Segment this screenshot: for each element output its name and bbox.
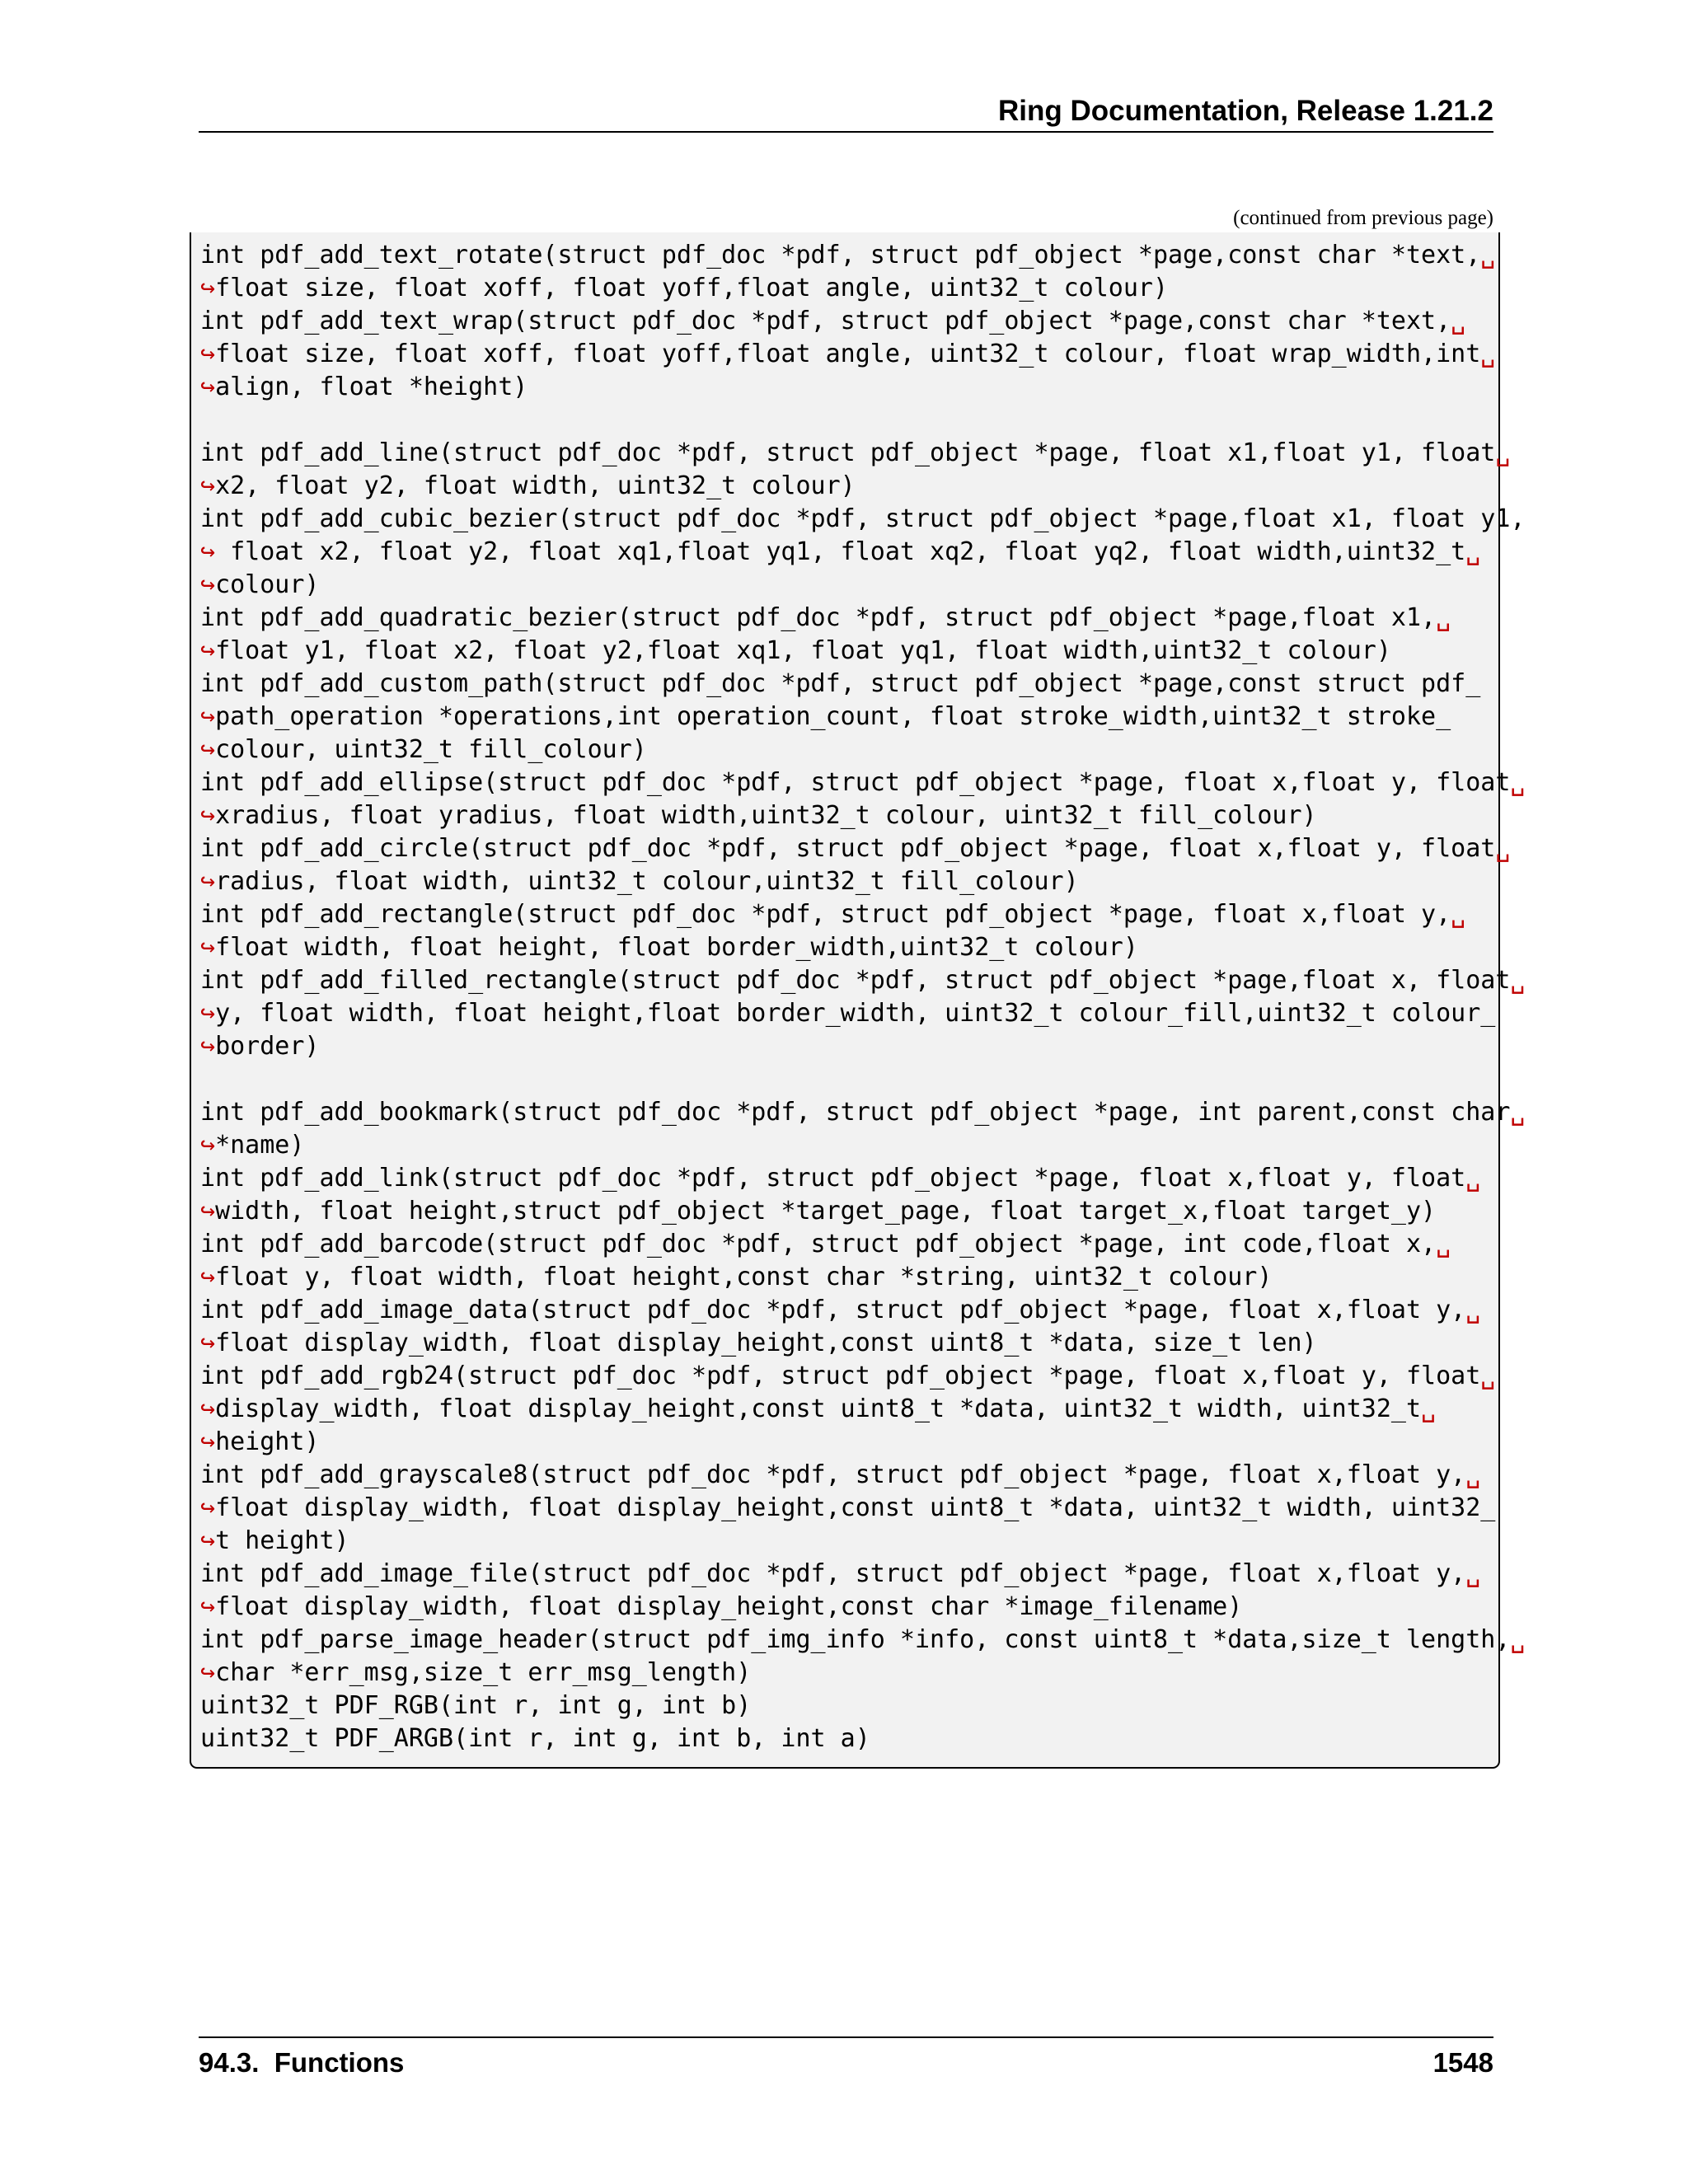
code-line bbox=[200, 437, 1525, 470]
code-line bbox=[200, 1657, 1525, 1690]
line-wrap-icon: ␣ bbox=[1465, 1164, 1481, 1193]
continuation-arrow-icon: ↪ bbox=[200, 702, 216, 731]
continuation-arrow-icon: ↪ bbox=[200, 1592, 216, 1621]
line-wrap-icon: ␣ bbox=[1465, 537, 1481, 566]
code-line bbox=[200, 865, 1525, 898]
code-text: width, float height,struct pdf_object *target_page, float target_x,float target_y) bbox=[215, 1197, 1437, 1226]
code-text: path_operation *operations,int operation_count, float stroke_width,uint32_t stroke_ bbox=[215, 702, 1451, 731]
code-text: int pdf_add_grayscale8(struct pdf_doc *pdf, struct pdf_object *page, float x,float y, bbox=[200, 1460, 1466, 1489]
code-line bbox=[200, 832, 1525, 865]
code-text: float size, float xoff, float yoff,float angle, uint32_t colour) bbox=[215, 274, 1168, 302]
line-wrap-icon: ␣ bbox=[1480, 1361, 1496, 1390]
footer-section-title: 94.3. Functions bbox=[199, 2047, 405, 2078]
line-wrap-icon: ␣ bbox=[1436, 1230, 1451, 1258]
code-text: colour, uint32_t fill_colour) bbox=[215, 735, 647, 764]
code-line bbox=[200, 931, 1525, 964]
footer-page-number: 1548 bbox=[1432, 2047, 1493, 2078]
code-text: char *err_msg,size_t err_msg_length) bbox=[215, 1658, 752, 1687]
line-wrap-icon: ␣ bbox=[1480, 241, 1496, 269]
code-line bbox=[200, 1030, 1525, 1063]
code-text: x2, float y2, float width, uint32_t colour) bbox=[215, 471, 856, 500]
code-line bbox=[200, 1327, 1525, 1360]
code-line bbox=[200, 635, 1525, 668]
code-line bbox=[200, 536, 1525, 569]
code-text: float display_width, float display_height,const char *image_filename) bbox=[215, 1592, 1243, 1621]
code-line bbox=[200, 733, 1525, 766]
code-text: uint32_t PDF_RGB(int r, int g, int b) bbox=[200, 1691, 752, 1720]
code-line bbox=[200, 1426, 1525, 1459]
continuation-arrow-icon: ↪ bbox=[200, 1197, 216, 1226]
line-wrap-icon: ␣ bbox=[1421, 1394, 1437, 1423]
code-text: radius, float width, uint32_t colour,uint32_t fill_colour) bbox=[215, 867, 1079, 896]
continuation-arrow-icon: ↪ bbox=[200, 933, 216, 962]
code-text: border) bbox=[215, 1032, 320, 1061]
code-line bbox=[200, 1690, 1525, 1722]
continuation-arrow-icon: ↪ bbox=[200, 1394, 216, 1423]
code-line bbox=[200, 701, 1525, 733]
continuation-arrow-icon: ↪ bbox=[200, 1329, 216, 1357]
code-line bbox=[200, 799, 1525, 832]
code-text: display_width, float display_height,const uint8_t *data, uint32_t width, uint32_t bbox=[215, 1394, 1422, 1423]
continued-note: (continued from previous page) bbox=[1233, 207, 1493, 229]
code-lines bbox=[200, 239, 1525, 1755]
code-text: float size, float xoff, float yoff,float angle, uint32_t colour, float wrap_width,int bbox=[215, 340, 1481, 368]
continuation-arrow-icon: ↪ bbox=[200, 867, 216, 896]
continuation-arrow-icon: ↪ bbox=[200, 1263, 216, 1291]
code-line bbox=[200, 1591, 1525, 1624]
code-text: colour) bbox=[215, 570, 320, 599]
code-line bbox=[200, 503, 1525, 536]
code-line bbox=[200, 1096, 1525, 1129]
code-text: int pdf_add_image_file(struct pdf_doc *pdf, struct pdf_object *page, float x,float y, bbox=[200, 1559, 1466, 1588]
code-text: float y, float width, float height,const char *string, uint32_t colour) bbox=[215, 1263, 1273, 1291]
code-line bbox=[200, 1393, 1525, 1426]
code-text: int pdf_add_text_rotate(struct pdf_doc *pdf, struct pdf_object *page,const char *text, bbox=[200, 241, 1481, 269]
code-line bbox=[200, 1228, 1525, 1261]
code-line bbox=[200, 1360, 1525, 1393]
code-line bbox=[200, 338, 1525, 371]
code-text: int pdf_add_image_data(struct pdf_doc *pdf, struct pdf_object *page, float x,float y, bbox=[200, 1296, 1466, 1324]
code-text: int pdf_add_cubic_bezier(struct pdf_doc *pdf, struct pdf_object *page,float x1, float y1, bbox=[200, 504, 1526, 533]
line-wrap-icon: ␣ bbox=[1480, 340, 1496, 368]
footer-rule bbox=[199, 2036, 1493, 2038]
code-block bbox=[190, 232, 1526, 1769]
code-text: int pdf_add_rgb24(struct pdf_doc *pdf, struct pdf_object *page, float x,float y, float bbox=[200, 1361, 1481, 1390]
continuation-arrow-icon: ↪ bbox=[200, 1658, 216, 1687]
code-line bbox=[200, 371, 1525, 404]
code-line bbox=[200, 1195, 1525, 1228]
code-line bbox=[200, 964, 1525, 997]
continuation-arrow-icon: ↪ bbox=[200, 537, 216, 566]
continuation-arrow-icon: ↪ bbox=[200, 373, 216, 401]
code-line bbox=[200, 1558, 1525, 1591]
continuation-arrow-icon: ↪ bbox=[200, 340, 216, 368]
code-text: align, float *height) bbox=[215, 373, 528, 401]
code-text: t height) bbox=[215, 1526, 349, 1555]
code-text: height) bbox=[215, 1427, 320, 1456]
line-wrap-icon: ␣ bbox=[1465, 1460, 1481, 1489]
line-wrap-icon: ␣ bbox=[1510, 966, 1526, 995]
code-text: y, float width, float height,float border_width, uint32_t colour_fill,uint32_t colour_ bbox=[215, 999, 1496, 1028]
continuation-arrow-icon: ↪ bbox=[200, 274, 216, 302]
code-text: int pdf_add_rectangle(struct pdf_doc *pdf, struct pdf_object *page, float x,float y, bbox=[200, 900, 1451, 929]
header-rule bbox=[199, 131, 1493, 133]
line-wrap-icon: ␣ bbox=[1510, 1625, 1526, 1654]
code-text: float y1, float x2, float y2,float xq1, float yq1, float width,uint32_t colour) bbox=[215, 636, 1391, 665]
code-text: *name) bbox=[215, 1131, 305, 1160]
code-text: xradius, float yradius, float width,uint32_t colour, uint32_t fill_colour) bbox=[215, 801, 1317, 830]
line-wrap-icon: ␣ bbox=[1451, 900, 1466, 929]
continuation-arrow-icon: ↪ bbox=[200, 636, 216, 665]
code-line bbox=[200, 1525, 1525, 1558]
code-line bbox=[200, 1129, 1525, 1162]
continuation-arrow-icon: ↪ bbox=[200, 801, 216, 830]
line-wrap-icon: ␣ bbox=[1465, 1559, 1481, 1588]
code-line bbox=[200, 898, 1525, 931]
code-line bbox=[200, 1162, 1525, 1195]
continuation-arrow-icon: ↪ bbox=[200, 1493, 216, 1522]
code-text: int pdf_add_bookmark(struct pdf_doc *pdf, struct pdf_object *page, int parent,const char bbox=[200, 1098, 1511, 1127]
code-line bbox=[200, 602, 1525, 635]
code-text: float x2, float y2, float xq1,float yq1, float xq2, float yq2, float width,uint32_t bbox=[215, 537, 1466, 566]
code-line bbox=[200, 766, 1525, 799]
code-line bbox=[200, 239, 1525, 272]
code-line bbox=[200, 1722, 1525, 1755]
line-wrap-icon: ␣ bbox=[1451, 307, 1466, 335]
code-line bbox=[200, 1492, 1525, 1525]
continuation-arrow-icon: ↪ bbox=[200, 999, 216, 1028]
code-line bbox=[200, 1624, 1525, 1657]
code-text: float display_width, float display_height,const uint8_t *data, uint32_t width, uint32_ bbox=[215, 1493, 1496, 1522]
code-text: int pdf_add_text_wrap(struct pdf_doc *pdf, struct pdf_object *page,const char *text, bbox=[200, 307, 1451, 335]
continuation-arrow-icon: ↪ bbox=[200, 1526, 216, 1555]
code-text: int pdf_parse_image_header(struct pdf_img_info *info, const uint8_t *data,size_t length, bbox=[200, 1625, 1511, 1654]
page-header-title: Ring Documentation, Release 1.21.2 bbox=[997, 95, 1493, 127]
code-line bbox=[200, 997, 1525, 1030]
code-line bbox=[200, 1063, 1525, 1096]
continuation-arrow-icon: ↪ bbox=[200, 1032, 216, 1061]
continuation-arrow-icon: ↪ bbox=[200, 570, 216, 599]
code-text: int pdf_add_quadratic_bezier(struct pdf_doc *pdf, struct pdf_object *page,float x1, bbox=[200, 603, 1437, 632]
code-text: float display_width, float display_height,const uint8_t *data, size_t len) bbox=[215, 1329, 1317, 1357]
code-line bbox=[200, 272, 1525, 305]
line-wrap-icon: ␣ bbox=[1465, 1296, 1481, 1324]
line-wrap-icon: ␣ bbox=[1495, 438, 1511, 467]
code-text: uint32_t PDF_ARGB(int r, int g, int b, int a) bbox=[200, 1724, 870, 1753]
code-line bbox=[200, 569, 1525, 602]
code-line bbox=[200, 470, 1525, 503]
continuation-arrow-icon: ↪ bbox=[200, 1131, 216, 1160]
code-text: int pdf_add_custom_path(struct pdf_doc *pdf, struct pdf_object *page,const struct pdf_ bbox=[200, 669, 1481, 698]
line-wrap-icon: ␣ bbox=[1510, 1098, 1526, 1127]
code-line bbox=[200, 1261, 1525, 1294]
code-text: int pdf_add_barcode(struct pdf_doc *pdf, struct pdf_object *page, int code,float x, bbox=[200, 1230, 1437, 1258]
line-wrap-icon: ␣ bbox=[1495, 834, 1511, 863]
line-wrap-icon: ␣ bbox=[1436, 603, 1451, 632]
code-text: float width, float height, float border_width,uint32_t colour) bbox=[215, 933, 1138, 962]
continuation-arrow-icon: ↪ bbox=[200, 1427, 216, 1456]
code-line bbox=[200, 1294, 1525, 1327]
code-line bbox=[200, 305, 1525, 338]
code-text: int pdf_add_ellipse(struct pdf_doc *pdf, struct pdf_object *page, float x,float y, float bbox=[200, 768, 1511, 797]
code-text: int pdf_add_link(struct pdf_doc *pdf, struct pdf_object *page, float x,float y, float bbox=[200, 1164, 1466, 1193]
code-line bbox=[200, 404, 1525, 437]
code-text: int pdf_add_circle(struct pdf_doc *pdf, struct pdf_object *page, float x,float y, float bbox=[200, 834, 1496, 863]
code-text: int pdf_add_line(struct pdf_doc *pdf, struct pdf_object *page, float x1,float y1, float bbox=[200, 438, 1496, 467]
continuation-arrow-icon: ↪ bbox=[200, 471, 216, 500]
code-line bbox=[200, 1459, 1525, 1492]
continuation-arrow-icon: ↪ bbox=[200, 735, 216, 764]
line-wrap-icon: ␣ bbox=[1510, 768, 1526, 797]
code-line bbox=[200, 668, 1525, 701]
code-text: int pdf_add_filled_rectangle(struct pdf_doc *pdf, struct pdf_object *page,float x, float bbox=[200, 966, 1511, 995]
